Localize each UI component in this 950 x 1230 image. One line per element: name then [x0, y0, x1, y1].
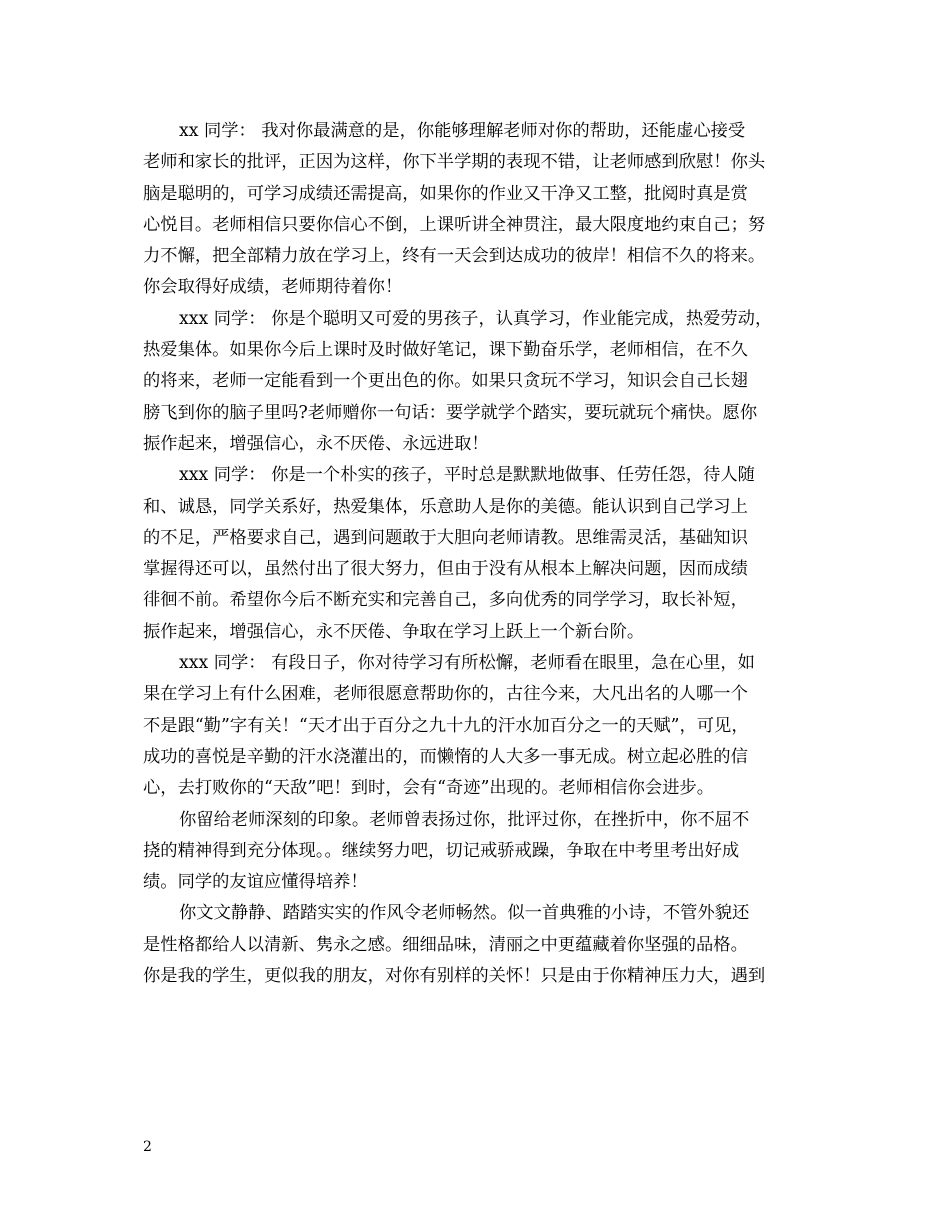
text-line: 挠的精神得到充分体现。。继续努力吧，切记戒骄戒躁，争取在中考里考出好成 [143, 840, 740, 861]
paragraph [143, 460, 819, 648]
text-line: 你文文静静、踏踏实实的作风令老师畅然。似一首典雅的小诗，不管外貌还 [179, 903, 750, 924]
text-line: 是性格都给人以清新、隽永之感。细细品味，清丽之中更蕴藏着你坚强的品格。 [143, 934, 748, 955]
paragraph [143, 898, 819, 992]
text-line: 你会取得好成绩，老师期待着你！ [143, 277, 403, 298]
text-line: xxx 同学： 你是一个朴实的孩子，平时总是默默地做事、任劳任怨，待人随 [179, 465, 755, 486]
text-line: 的不足，严格要求自己，遇到问题敢于大胆向老师请教。思维需灵活，基础知识 [143, 527, 748, 548]
text-line: 老师和家长的批评，正因为这样，你下半学期的表现不错，让老师感到欣慰！你头 [143, 152, 766, 173]
text-line: 振作起来，增强信心，永不厌倦、争取在学习上跃上一个新台阶。 [143, 621, 645, 642]
text-line: 绩。同学的友谊应懂得培养！ [143, 872, 368, 893]
text-line: 心悦目。老师相信只要你信心不倒，上课听讲全神贯注，最大限度地约束自己；努 [143, 214, 766, 235]
page-number: 2 [143, 1139, 152, 1155]
text-line: xxx 同学： 有段日子，你对待学习有所松懈，老师看在眼里，急在心里，如 [179, 653, 755, 674]
text-line: 果在学习上有什么困难，老师很愿意帮助你的，古往今来，大凡出名的人哪一个 [143, 684, 748, 705]
text-line: 掌握得还可以，虽然付出了很大努力，但由于没有从根本上解决问题，因而成绩 [143, 559, 748, 580]
document-body [143, 116, 819, 992]
text-line: 你留给老师深刻的印象。老师曾表扬过你，批评过你，在挫折中，你不屈不 [179, 809, 750, 830]
text-line: 不是跟“勤”字有关！“天才出于百分之九十九的汗水加百分之一的天赋”，可见， [143, 715, 749, 736]
text-line: 力不懈，把全部精力放在学习上，终有一天会到达成功的彼岸！相信不久的将来。 [143, 246, 766, 267]
text-line: 的将来，老师一定能看到一个更出色的你。如果只贪玩不学习，知识会自己长翅 [143, 371, 748, 392]
text-line: 振作起来，增强信心，永不厌倦、永远进取！ [143, 433, 489, 454]
paragraph [143, 648, 819, 804]
paragraph [143, 805, 819, 899]
text-line: xx 同学： 我对你最满意的是，你能够理解老师对你的帮助，还能虚心接受 [179, 121, 746, 141]
text-line: 和、诚恳，同学关系好，热爱集体，乐意助人是你的美德。能认识到自己学习上 [143, 496, 748, 517]
text-line: 你是我的学生，更似我的朋友，对你有别样的关怀！只是由于你精神压力大，遇到 [143, 966, 766, 987]
text-line: 脑是聪明的，可学习成绩还需提高，如果你的作业又干净又工整，批阅时真是赏 [143, 183, 748, 204]
text-line: 徘徊不前。希望你今后不断充实和完善自己，多向优秀的同学学习，取长补短， [143, 590, 748, 611]
text-line: xxx 同学： 你是个聪明又可爱的男孩子，认真学习，作业能完成，热爱劳动， [179, 308, 773, 329]
text-line: 心，去打败你的“天敌”吧！到时，会有“奇迹”出现的。老师相信你会进步。 [143, 778, 715, 799]
paragraph [143, 304, 819, 460]
text-line: 膀飞到你的脑子里吗?老师赠你一句话：要学就学个踏实，要玩就玩个痛快。愿你 [143, 402, 758, 423]
text-line: 热爱集体。如果你今后上课时及时做好笔记，课下勤奋乐学，老师相信，在不久 [143, 340, 748, 361]
text-line: 成功的喜悦是辛勤的汗水浇灌出的，而懒惰的人大多一事无成。树立起必胜的信 [143, 746, 748, 767]
paragraph [143, 116, 819, 304]
